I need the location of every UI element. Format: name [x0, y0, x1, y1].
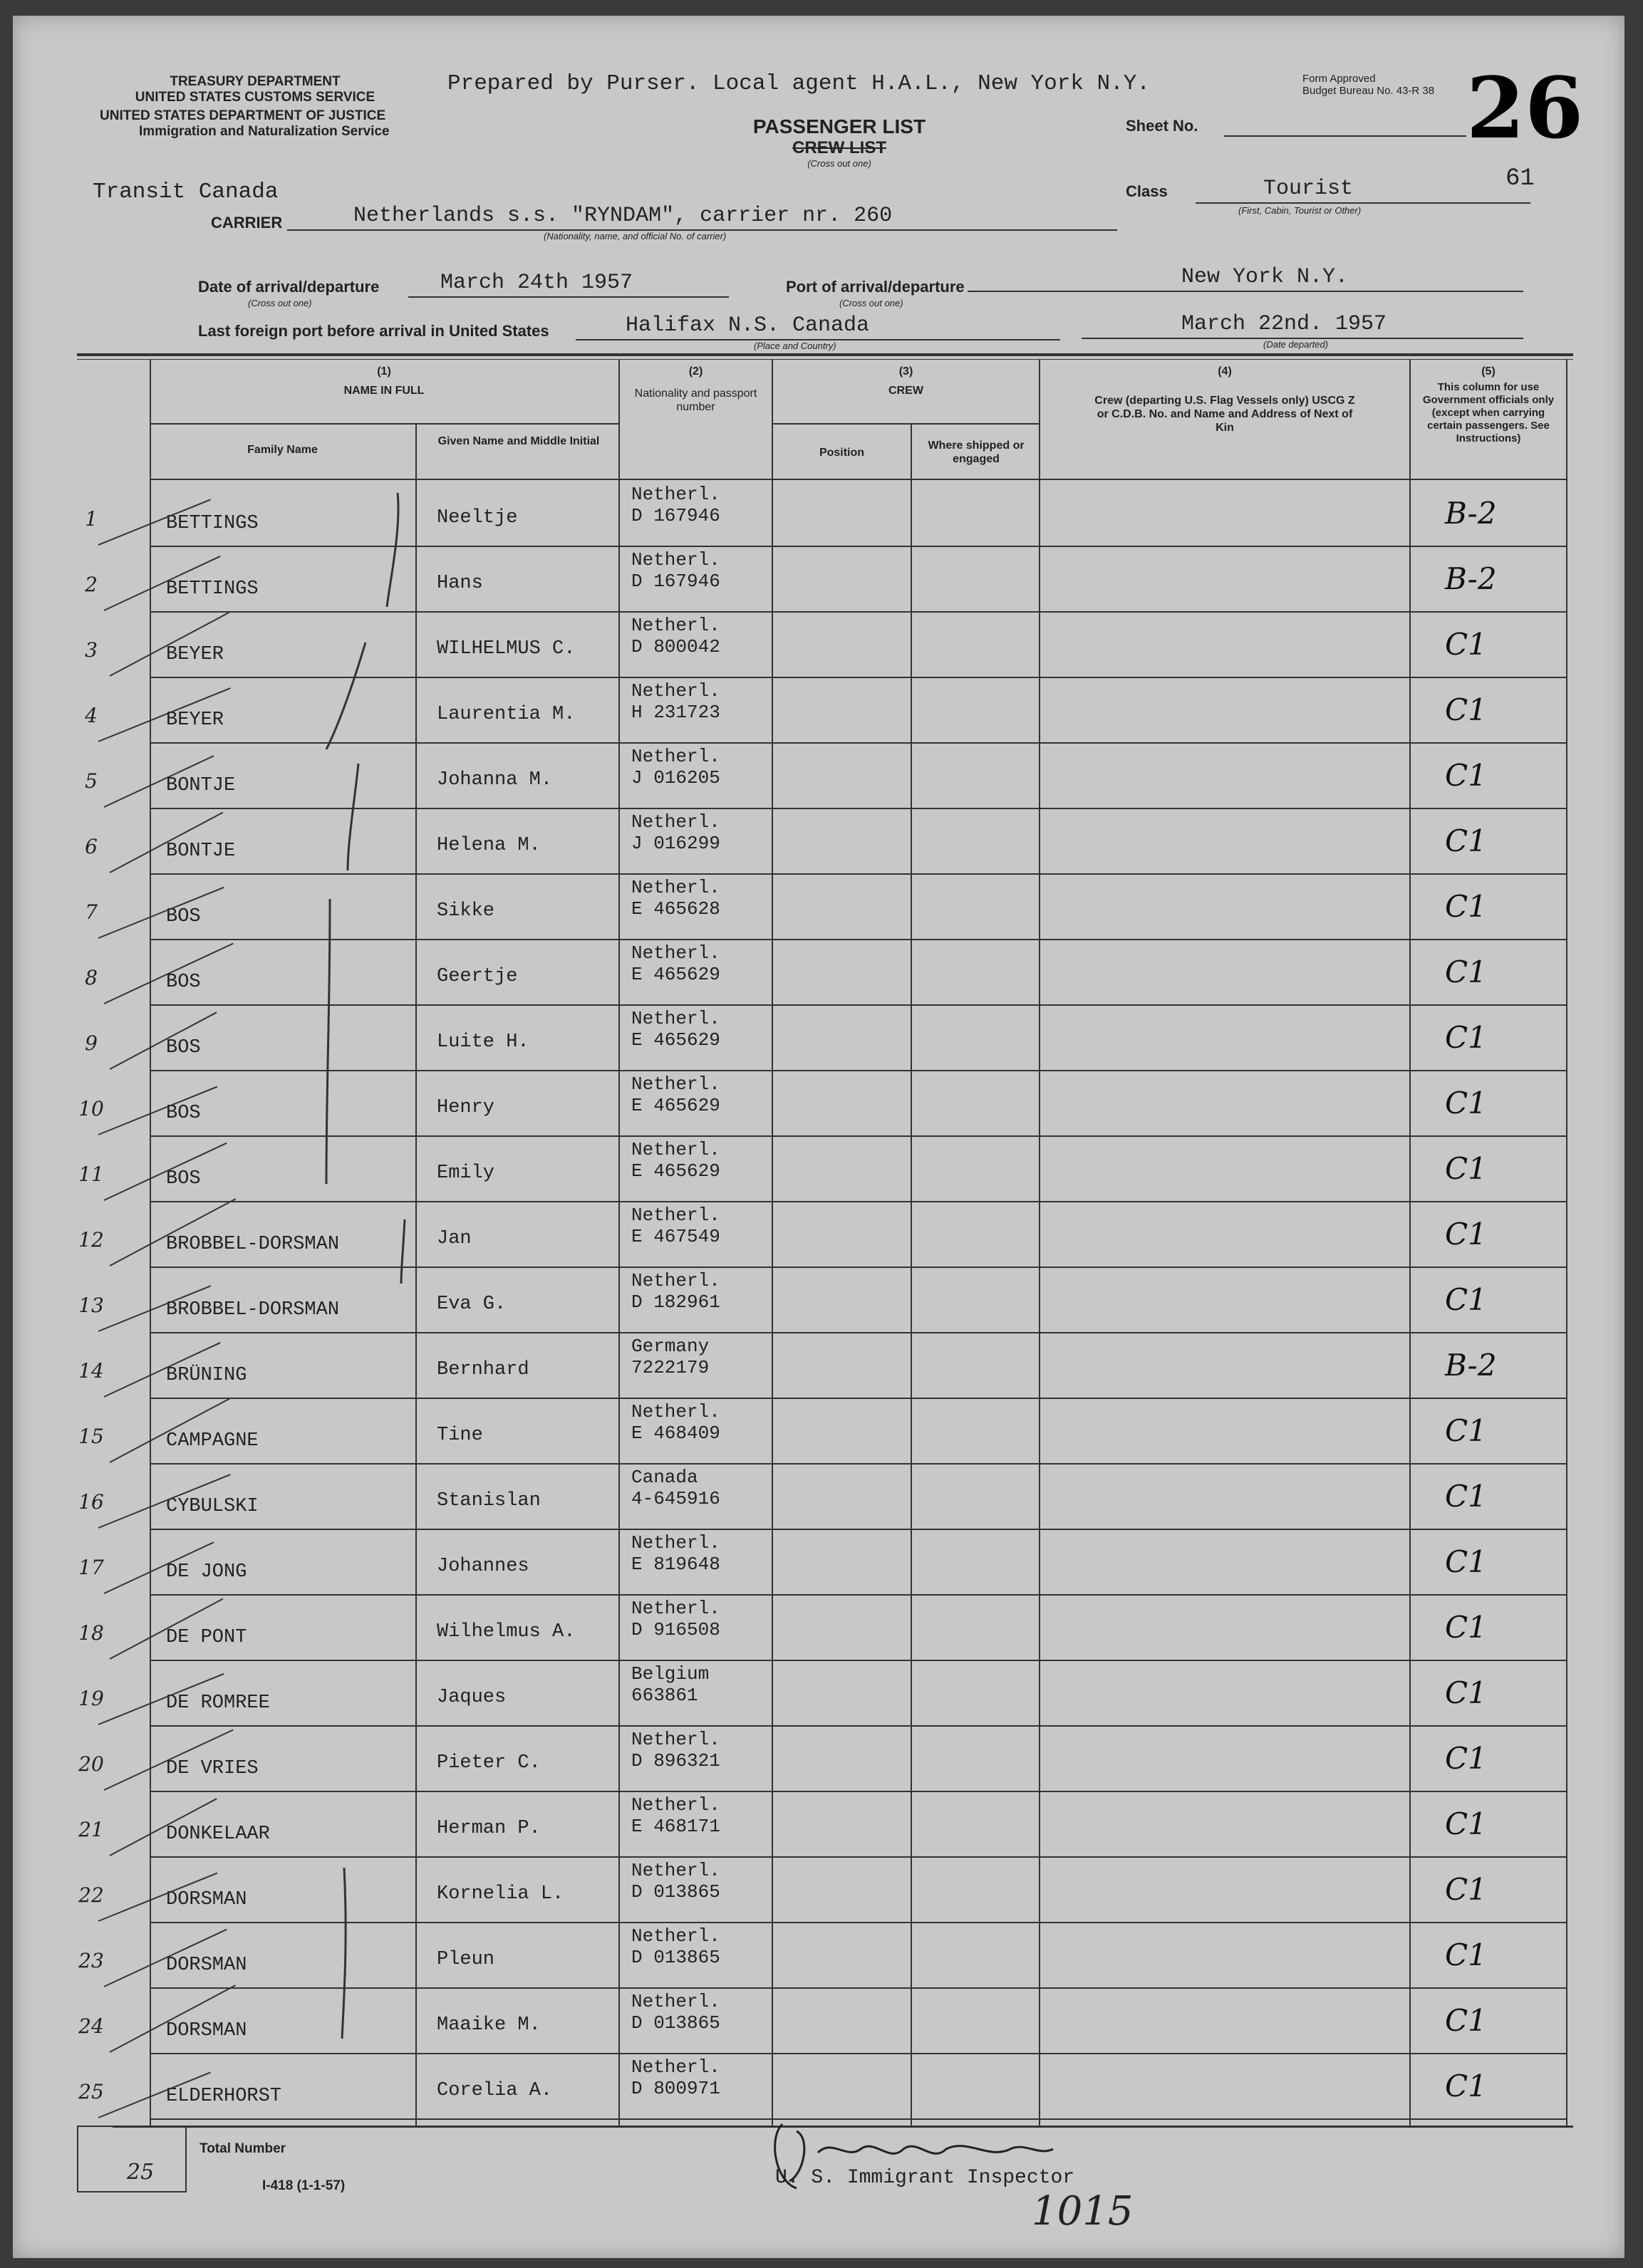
class-caption: (First, Cabin, Tourist or Other) [1238, 205, 1362, 216]
row-divider [150, 939, 1566, 940]
passport-number: E 465629 [631, 1160, 720, 1182]
row-divider [150, 1070, 1566, 1071]
passport-number: D 916508 [631, 1619, 720, 1640]
given-name: Eva G. [437, 1294, 507, 1315]
col5-number: (5) [1481, 365, 1496, 378]
row-number: 21 [78, 1818, 104, 1841]
row-number: 9 [85, 1031, 98, 1055]
nationality: Netherl. [631, 1794, 720, 1816]
nationality: Netherl. [631, 1532, 720, 1554]
given-name: Stanislan [437, 1490, 541, 1512]
official-mark: C1 [1445, 1020, 1487, 1055]
row-number: 17 [78, 1556, 104, 1579]
family-name: DORSMAN [166, 1889, 247, 1910]
given-name: Pieter C. [437, 1752, 541, 1774]
official-mark: C1 [1445, 954, 1487, 989]
family-name: BONTJE [166, 775, 236, 796]
passport-number: E 468409 [631, 1422, 720, 1444]
official-mark: B-2 [1445, 561, 1497, 596]
row-divider [150, 677, 1566, 678]
check-stroke [98, 887, 224, 939]
row-divider [150, 1135, 1566, 1137]
official-mark: C1 [1445, 1479, 1487, 1514]
row-divider [150, 742, 1566, 744]
given-name: Tine [437, 1425, 483, 1446]
row-divider [150, 1922, 1566, 1923]
family-name: DE JONG [166, 1561, 247, 1583]
total-value: 25 [127, 2160, 155, 2185]
col4-header [1040, 365, 1409, 435]
official-mark: C1 [1445, 1937, 1487, 1972]
last-port-caption: (Place and Country) [754, 340, 836, 351]
agency-block-2 [100, 108, 390, 140]
nationality: Netherl. [631, 811, 720, 833]
passport-number: D 800042 [631, 636, 720, 657]
cross-out-caption: (Cross out one) [807, 158, 871, 169]
given-name: Henry [437, 1097, 495, 1118]
family-name: BOS [166, 1168, 201, 1190]
given-name: Johanna M. [437, 769, 553, 791]
row-divider [150, 1529, 1566, 1530]
row-divider [150, 873, 1566, 875]
official-mark: B-2 [1445, 496, 1497, 531]
arrival-value: March 24th 1957 [440, 271, 633, 295]
given-name: WILHELMUS C. [437, 638, 576, 660]
carrier-caption: (Nationality, name, and official No. of carrier) [544, 231, 727, 241]
family-name: BONTJE [166, 841, 236, 862]
row-number: 24 [78, 2014, 104, 2038]
row-number: 4 [85, 704, 98, 727]
given-name: Bernhard [437, 1359, 529, 1380]
official-mark: B-2 [1445, 1348, 1497, 1383]
nationality: Netherl. [631, 1401, 720, 1422]
official-mark: C1 [1445, 1544, 1487, 1579]
row-number: 22 [78, 1883, 104, 1907]
official-mark: C1 [1445, 2069, 1487, 2103]
row-number: 11 [78, 1162, 104, 1186]
family-name: BOS [166, 972, 201, 993]
col3-number: (3) [898, 365, 913, 378]
family-name: BOS [166, 1103, 201, 1124]
row-number: 10 [78, 1097, 104, 1120]
family-name: DORSMAN [166, 2020, 247, 2041]
class-label: Class [1126, 182, 1168, 200]
check-stroke [104, 943, 234, 1004]
official-mark: C1 [1445, 758, 1487, 793]
nationality: Netherl. [631, 1991, 720, 2012]
row-divider [150, 1660, 1566, 1661]
carrier-value: Netherlands s.s. "RYNDAM", carrier nr. 260 [353, 204, 893, 228]
check-stroke [104, 1143, 227, 1201]
row-number: 15 [78, 1425, 104, 1448]
passport-number: J 016205 [631, 767, 720, 789]
family-name: ELDERHORST [166, 2086, 282, 2107]
passport-number: 663861 [631, 1685, 698, 1706]
agency-line-2: UNITED STATES CUSTOMS SERVICE [135, 90, 375, 105]
passport-number: 4-645916 [631, 1488, 720, 1509]
col1-header [150, 365, 618, 397]
passenger-list-title: PASSENGER LIST [752, 115, 926, 137]
official-mark: C1 [1445, 1413, 1487, 1448]
official-mark: C1 [1445, 1151, 1487, 1186]
form-approved-line-1: Form Approved [1302, 73, 1376, 85]
passport-number: 7222179 [631, 1357, 710, 1378]
nationality: Netherl. [631, 1270, 720, 1291]
nationality: Netherl. [631, 1729, 720, 1750]
row-number: 3 [85, 638, 98, 662]
class-value: Tourist [1263, 177, 1354, 201]
row-divider [150, 1398, 1566, 1399]
check-stroke [110, 1011, 217, 1070]
given-name: Pleun [437, 1949, 495, 1970]
given-name: Laurentia M. [437, 704, 576, 725]
col2-number: (2) [688, 365, 703, 378]
family-name: DE VRIES [166, 1758, 259, 1779]
col1-title: NAME IN FULL [343, 385, 425, 397]
given-name: Hans [437, 573, 483, 594]
family-name: DONKELAAR [166, 1824, 270, 1845]
last-port-label: Last foreign port before arrival in United States [198, 322, 549, 340]
passport-number: D 013865 [631, 2012, 720, 2034]
given-name: Kornelia L. [437, 1883, 564, 1905]
row-number: 16 [78, 1490, 104, 1514]
where-shipped-header: Where shipped or engaged [928, 439, 1025, 465]
family-name: BRÜNING [166, 1365, 247, 1386]
col5-header [1411, 365, 1566, 445]
nationality: Netherl. [631, 680, 720, 702]
row-divider [150, 1791, 1566, 1792]
given-name: Wilhelmus A. [437, 1621, 576, 1643]
family-name: BOS [166, 1037, 201, 1058]
official-mark: C1 [1445, 823, 1487, 858]
row-divider [150, 611, 1566, 613]
given-name: Maaike M. [437, 2014, 541, 2036]
family-name: DE PONT [166, 1627, 247, 1648]
given-name: Luite H. [437, 1031, 529, 1053]
given-name: Corelia A. [437, 2080, 553, 2101]
given-name: Herman P. [437, 1818, 541, 1839]
row-number: 5 [85, 769, 98, 793]
official-mark: C1 [1445, 1282, 1487, 1317]
sheet-no-value: 61 [1505, 165, 1535, 192]
row-divider [150, 1332, 1566, 1333]
row-divider [150, 1594, 1566, 1596]
crew-list-struck: CREW LIST [792, 138, 886, 157]
nationality: Netherl. [631, 942, 720, 964]
nationality: Canada [631, 1467, 698, 1488]
nationality: Germany [631, 1336, 710, 1357]
nationality: Netherl. [631, 1598, 720, 1619]
sheet-no-label: Sheet No. [1126, 117, 1198, 135]
row-number: 7 [85, 900, 98, 924]
passport-number: D 167946 [631, 505, 720, 526]
row-number: 6 [85, 835, 98, 858]
list-title [732, 115, 946, 169]
row-number: 1 [85, 507, 98, 531]
agency-line-4: Immigration and Naturalization Service [139, 124, 390, 139]
row-divider [150, 2053, 1566, 2054]
nationality: Netherl. [631, 1860, 720, 1881]
nationality: Netherl. [631, 1925, 720, 1947]
row-divider [150, 1856, 1566, 1858]
passport-number: J 016299 [631, 833, 720, 854]
agency-block [56, 74, 455, 105]
passport-number: D 167946 [631, 571, 720, 592]
prepared-by: Prepared by Purser. Local agent H.A.L., New York N.Y. [447, 71, 1150, 96]
nationality: Netherl. [631, 1008, 720, 1029]
agency-line-1: TREASURY DEPARTMENT [170, 74, 341, 89]
col3-header [773, 365, 1039, 397]
given-name: Jaques [437, 1687, 507, 1708]
arrival-caption: (Cross out one) [248, 298, 312, 308]
inspector-label: U. S. Immigrant Inspector [775, 2167, 1075, 2189]
last-port-value: Halifax N.S. Canada [626, 313, 870, 338]
official-mark: C1 [1445, 692, 1487, 727]
row-number: 8 [85, 966, 98, 989]
official-mark: C1 [1445, 889, 1487, 924]
row-divider [150, 1987, 1566, 1989]
passport-number: E 465629 [631, 1029, 720, 1051]
table-top-rule [77, 353, 1573, 356]
given-name-header: Given Name and Middle Initial [437, 435, 600, 447]
passport-number: E 465629 [631, 1095, 720, 1116]
passport-number: E 819648 [631, 1554, 720, 1575]
row-number: 13 [78, 1294, 104, 1317]
nationality: Belgium [631, 1663, 710, 1685]
row-divider [150, 1201, 1566, 1202]
row-number: 19 [78, 1687, 104, 1710]
family-name: BOS [166, 906, 201, 927]
official-mark: C1 [1445, 1086, 1487, 1120]
given-name: Emily [437, 1162, 495, 1184]
row-number: 20 [78, 1752, 104, 1776]
row-number: 12 [78, 1228, 104, 1252]
family-name: DE ROMREE [166, 1692, 270, 1714]
col2-header [620, 365, 772, 414]
passport-number: E 465628 [631, 898, 720, 920]
nationality: Netherl. [631, 549, 720, 571]
manifest-sheet [13, 16, 1624, 2258]
col1-number: (1) [377, 365, 391, 378]
nationality: Netherl. [631, 2056, 720, 2078]
given-name: Jan [437, 1228, 472, 1249]
col4-number: (4) [1218, 365, 1232, 378]
row-divider [150, 1725, 1566, 1727]
family-name-header: Family Name [247, 444, 318, 456]
row-divider [150, 1266, 1566, 1268]
nationality: Netherl. [631, 746, 720, 767]
form-approved-line-2: Budget Bureau No. 43-R 38 [1302, 85, 1435, 97]
date-departed-caption: (Date departed) [1263, 339, 1329, 350]
passport-number: D 182961 [631, 1291, 720, 1313]
family-name: BETTINGS [166, 578, 259, 600]
row-divider [150, 1463, 1566, 1465]
passport-number: D 896321 [631, 1750, 720, 1772]
form-approved [1302, 73, 1434, 97]
row-number: 25 [78, 2080, 104, 2103]
nationality: Netherl. [631, 877, 720, 898]
given-name: Johannes [437, 1556, 529, 1577]
total-label: Total Number [199, 2141, 286, 2156]
official-mark: C1 [1445, 1741, 1487, 1776]
col3-title: CREW [888, 385, 923, 397]
row-divider [150, 546, 1566, 547]
check-stroke [110, 1984, 237, 2053]
col2-title: Nationality and passport number [634, 387, 757, 413]
official-mark: C1 [1445, 1872, 1487, 1907]
nationality: Netherl. [631, 1073, 720, 1095]
col4-title: Crew (departing U.S. Flag Vessels only) USCG Z or C.D.B. No. and Name and Address of Next of Kin [1094, 395, 1355, 434]
passport-number: D 800971 [631, 2078, 720, 2099]
passport-number: H 231723 [631, 702, 720, 723]
passport-number: E 465629 [631, 964, 720, 985]
family-name: DORSMAN [166, 1955, 247, 1976]
given-name: Geertje [437, 966, 518, 987]
port-label: Port of arrival/departure [786, 278, 965, 296]
port-value: New York N.Y. [1181, 265, 1349, 289]
carrier-label: CARRIER [211, 214, 283, 232]
row-divider [150, 1004, 1566, 1006]
given-name: Sikke [437, 900, 495, 922]
passport-number: D 013865 [631, 1947, 720, 1968]
family-name: BETTINGS [166, 513, 259, 534]
official-mark: C1 [1445, 2003, 1487, 2038]
official-mark: C1 [1445, 627, 1487, 662]
check-stroke [110, 1198, 237, 1266]
given-name: Helena M. [437, 835, 541, 856]
nationality: Netherl. [631, 1205, 720, 1226]
official-mark: C1 [1445, 1675, 1487, 1710]
given-name: Neeltje [437, 507, 518, 529]
official-mark: C1 [1445, 1806, 1487, 1841]
row-number: 18 [78, 1621, 104, 1645]
col5-title: This column for use Government officials only (except when carrying certain passengers. See Instructions) [1422, 381, 1555, 444]
transit-label: Transit Canada [93, 180, 279, 204]
family-name: BEYER [166, 709, 224, 731]
official-mark: C1 [1445, 1217, 1487, 1252]
row-number: 23 [78, 1949, 104, 1972]
row-number: 2 [85, 573, 98, 596]
nationality: Netherl. [631, 1139, 720, 1160]
family-name: CAMPAGNE [166, 1430, 259, 1452]
passport-number: D 013865 [631, 1881, 720, 1903]
nationality: Netherl. [631, 615, 720, 636]
nationality: Netherl. [631, 484, 720, 505]
agency-line-3: UNITED STATES DEPARTMENT OF JUSTICE [100, 108, 386, 123]
row-number: 14 [78, 1359, 104, 1383]
arrival-label: Date of arrival/departure [198, 278, 380, 296]
sheet-number-stamp: 26 [1466, 58, 1584, 157]
port-caption: (Cross out one) [839, 298, 903, 308]
position-header: Position [819, 447, 865, 459]
passport-number: E 467549 [631, 1226, 720, 1247]
official-mark: C1 [1445, 1610, 1487, 1645]
date-departed-value: March 22nd. 1957 [1181, 312, 1387, 336]
family-name: BROBBEL-DORSMAN [166, 1299, 340, 1321]
passport-number: E 468171 [631, 1816, 720, 1837]
family-name: CYBULSKI [166, 1496, 259, 1517]
family-name: BEYER [166, 644, 224, 665]
family-name: BROBBEL-DORSMAN [166, 1234, 340, 1255]
stamp-note: 1015 [1032, 2188, 1134, 2235]
row-divider [150, 808, 1566, 809]
form-number: I-418 (1-1-57) [262, 2178, 346, 2193]
